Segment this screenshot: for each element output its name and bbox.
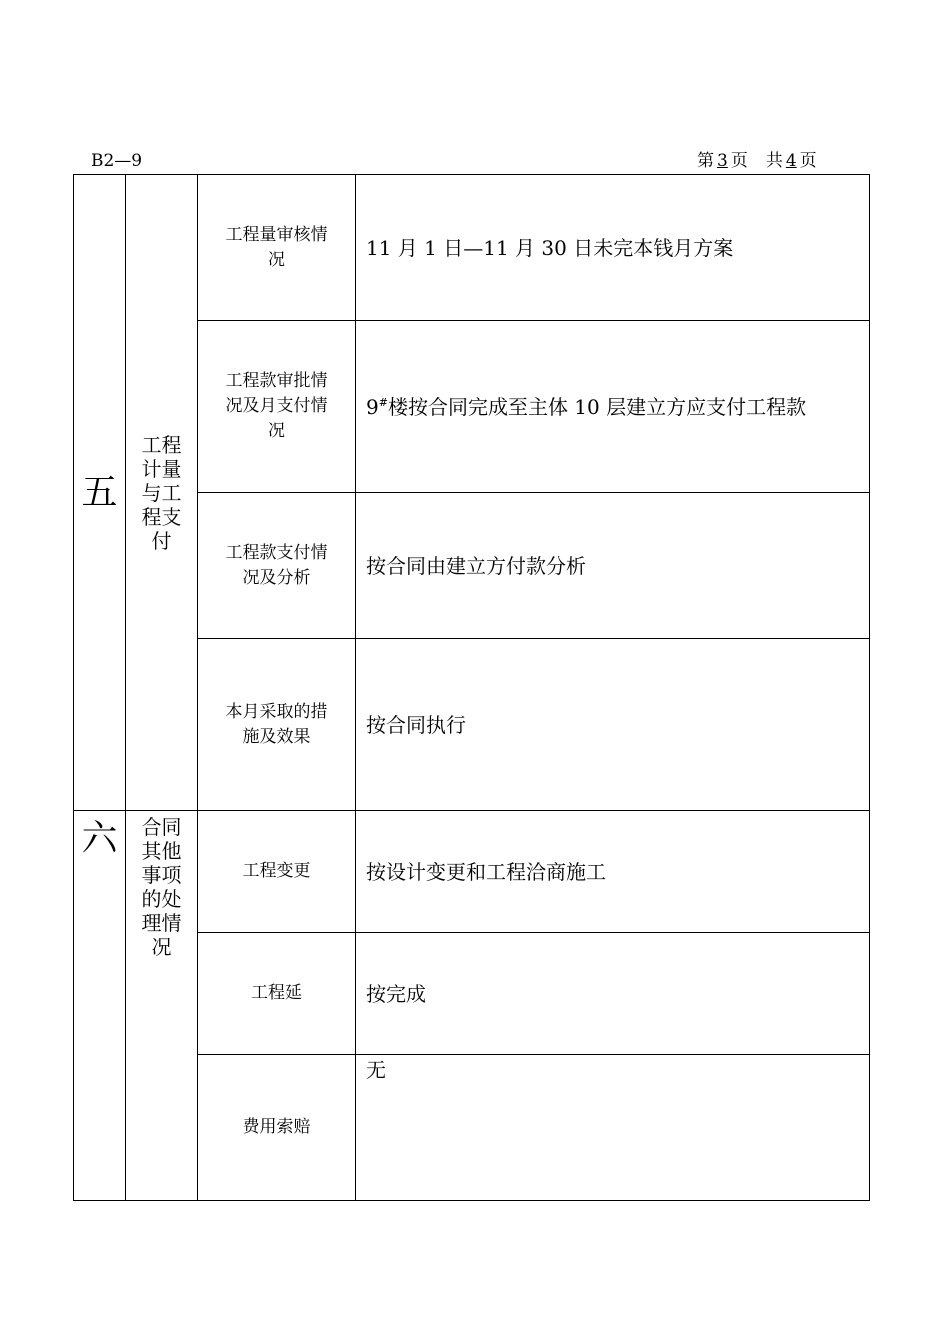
item-label bbox=[198, 933, 356, 1055]
item-value: 按合同执行 bbox=[356, 639, 870, 811]
item-label bbox=[198, 1055, 356, 1201]
section-number: 六 bbox=[74, 811, 126, 1201]
item-label-text: 费用索赔 bbox=[242, 1117, 311, 1137]
item-label-text: 本月采取的措施及效果 bbox=[225, 701, 328, 747]
item-label-text: 工程量审核情况 bbox=[225, 224, 328, 270]
form-code: B2—9 bbox=[91, 151, 143, 171]
item-label-text: 工程延 bbox=[251, 983, 302, 1003]
item-value-sup: # bbox=[378, 395, 388, 409]
page-indicator bbox=[697, 151, 817, 171]
item-label-text: 工程款审批情况及月支付情况 bbox=[225, 371, 328, 441]
item-value: 按完成 bbox=[356, 933, 870, 1055]
item-value: 按合同由建立方付款分析 bbox=[356, 493, 870, 639]
page-current: 3 bbox=[717, 151, 728, 171]
item-label bbox=[198, 811, 356, 933]
section-title-text: 合同其他事项的处理情况 bbox=[141, 815, 182, 959]
section-title-text: 工程计量与工程支付 bbox=[141, 432, 182, 553]
item-label bbox=[198, 493, 356, 639]
item-label-text: 工程款支付情况及分析 bbox=[225, 542, 328, 588]
page-prefix: 第 bbox=[697, 151, 714, 171]
item-value: 11 月 1 日—11 月 30 日未完本钱月方案 bbox=[356, 175, 870, 321]
item-value-prefix: 9 bbox=[366, 394, 379, 419]
item-label bbox=[198, 175, 356, 321]
item-value bbox=[356, 321, 870, 493]
item-value: 无 bbox=[356, 1055, 870, 1201]
total-prefix: 共 bbox=[765, 151, 783, 171]
section-number: 五 bbox=[74, 175, 126, 811]
section-title bbox=[126, 811, 198, 1201]
page-total: 4 bbox=[785, 151, 797, 171]
table-row bbox=[74, 175, 870, 321]
item-label-text: 工程变更 bbox=[242, 861, 311, 881]
table-row bbox=[74, 811, 870, 933]
item-label bbox=[198, 321, 356, 493]
item-label bbox=[198, 639, 356, 811]
section-title bbox=[126, 175, 198, 811]
page-suffix: 页 bbox=[730, 151, 748, 171]
item-value: 按设计变更和工程洽商施工 bbox=[356, 811, 870, 933]
report-table bbox=[73, 174, 870, 1201]
total-suffix: 页 bbox=[799, 151, 817, 171]
item-value-text: 楼按合同完成至主体 10 层建立方应支付工程款 bbox=[387, 394, 807, 419]
